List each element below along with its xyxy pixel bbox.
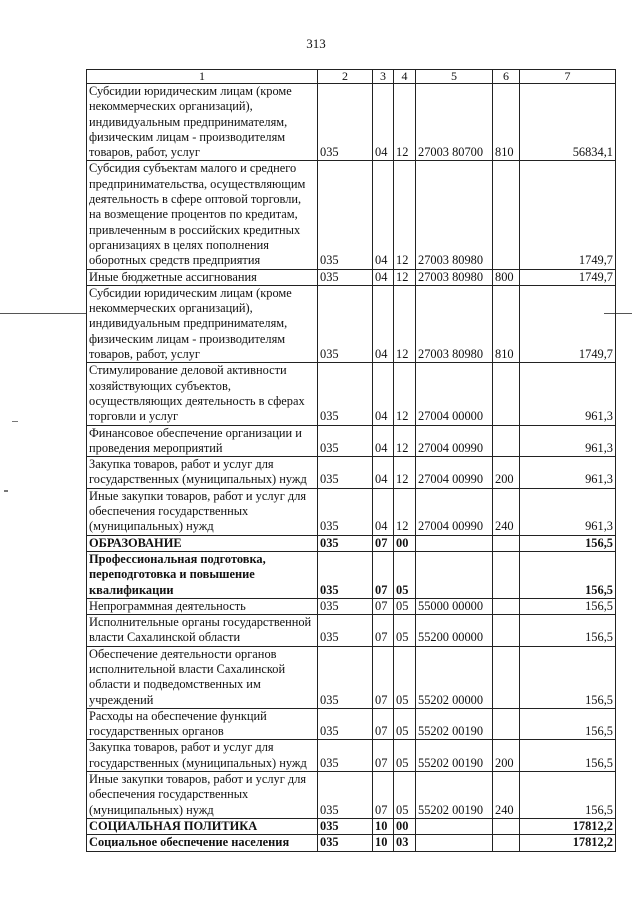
- row-ministry-code: 035: [318, 646, 373, 708]
- row-expense-type: 800: [493, 269, 520, 285]
- row-section-code: 04: [373, 84, 394, 161]
- row-expense-type: 200: [493, 740, 520, 772]
- row-subsection-code: 05: [394, 646, 416, 708]
- row-subsection-code: 05: [394, 772, 416, 819]
- header-col-3: 3: [373, 70, 394, 84]
- row-amount: 156,5: [520, 551, 616, 598]
- row-subsection-code: 12: [394, 161, 416, 269]
- table-row: [87, 269, 616, 285]
- budget-table: [86, 69, 616, 852]
- row-name: Непрограммная деятельность: [87, 598, 318, 614]
- row-ministry-code: 035: [318, 285, 373, 362]
- row-section-code: 04: [373, 457, 394, 489]
- row-ministry-code: 035: [318, 615, 373, 647]
- table-header-row: [87, 70, 616, 84]
- row-subsection-code: 05: [394, 708, 416, 740]
- row-name: Иные бюджетные ассигнования: [87, 269, 318, 285]
- row-section-code: 04: [373, 269, 394, 285]
- row-section-code: 07: [373, 598, 394, 614]
- row-name: Финансовое обеспечение организации и проведения мероприятий: [87, 425, 318, 457]
- row-target-article: 55000 00000: [416, 598, 493, 614]
- row-ministry-code: 035: [318, 269, 373, 285]
- row-subsection-code: 12: [394, 285, 416, 362]
- row-section-code: 07: [373, 615, 394, 647]
- row-name: Иные закупки товаров, работ и услуг для обеспечения государственных (муниципальных) нужд: [87, 488, 318, 535]
- table-row: [87, 708, 616, 740]
- row-subsection-code: 00: [394, 535, 416, 551]
- row-target-article: 27004 00990: [416, 457, 493, 489]
- row-expense-type: [493, 835, 520, 851]
- row-expense-type: [493, 598, 520, 614]
- row-subsection-code: 12: [394, 269, 416, 285]
- header-col-6: 6: [493, 70, 520, 84]
- row-amount: 961,3: [520, 457, 616, 489]
- row-subsection-code: 03: [394, 835, 416, 851]
- row-ministry-code: 035: [318, 772, 373, 819]
- row-section-code: 04: [373, 363, 394, 425]
- row-amount: 156,5: [520, 598, 616, 614]
- row-ministry-code: 035: [318, 835, 373, 851]
- row-amount: 156,5: [520, 708, 616, 740]
- row-section-code: 07: [373, 535, 394, 551]
- row-target-article: [416, 818, 493, 834]
- row-subsection-code: 00: [394, 818, 416, 834]
- row-expense-type: 810: [493, 285, 520, 362]
- row-target-article: 55202 00190: [416, 708, 493, 740]
- row-ministry-code: 035: [318, 84, 373, 161]
- row-subsection-code: 05: [394, 615, 416, 647]
- row-target-article: [416, 535, 493, 551]
- row-target-article: 27003 80980: [416, 269, 493, 285]
- row-subsection-code: 05: [394, 740, 416, 772]
- row-name: Иные закупки товаров, работ и услуг для обеспечения государственных (муниципальных) нужд: [87, 772, 318, 819]
- row-subsection-code: 12: [394, 457, 416, 489]
- row-ministry-code: 035: [318, 535, 373, 551]
- row-section-code: 10: [373, 818, 394, 834]
- row-target-article: 27003 80980: [416, 285, 493, 362]
- row-name: Закупка товаров, работ и услуг для государственных (муниципальных) нужд: [87, 457, 318, 489]
- row-section-code: 04: [373, 285, 394, 362]
- row-amount: 156,5: [520, 615, 616, 647]
- row-expense-type: [493, 551, 520, 598]
- table-row: [87, 457, 616, 489]
- row-target-article: 55200 00000: [416, 615, 493, 647]
- table-row: [87, 615, 616, 647]
- row-amount: 156,5: [520, 772, 616, 819]
- row-name: Субсидии юридическим лицам (кроме некоммерческих организаций), индивидуальным предпринимателям, физическим лицам - производителям товаров, работ, услуг: [87, 84, 318, 161]
- table-row: [87, 835, 616, 851]
- row-amount: 961,3: [520, 488, 616, 535]
- row-name: Исполнительные органы государственной власти Сахалинской области: [87, 615, 318, 647]
- row-target-article: [416, 551, 493, 598]
- row-ministry-code: 035: [318, 488, 373, 535]
- row-target-article: 27004 00990: [416, 488, 493, 535]
- row-amount: 961,3: [520, 363, 616, 425]
- row-name: Закупка товаров, работ и услуг для государственных (муниципальных) нужд: [87, 740, 318, 772]
- row-ministry-code: 035: [318, 161, 373, 269]
- page-number: 313: [306, 36, 326, 51]
- row-section-code: 07: [373, 740, 394, 772]
- row-expense-type: [493, 161, 520, 269]
- row-name: СОЦИАЛЬНАЯ ПОЛИТИКА: [87, 818, 318, 834]
- scan-mark-2: [4, 490, 8, 492]
- row-expense-type: [493, 615, 520, 647]
- row-name: Профессиональная подготовка, переподготовка и повышение квалификации: [87, 551, 318, 598]
- row-expense-type: [493, 708, 520, 740]
- row-amount: 1749,7: [520, 285, 616, 362]
- table-row: [87, 535, 616, 551]
- table-row: [87, 740, 616, 772]
- table-row: [87, 646, 616, 708]
- row-amount: 156,5: [520, 646, 616, 708]
- table-row: [87, 285, 616, 362]
- row-target-article: 55202 00190: [416, 772, 493, 819]
- table-row: [87, 84, 616, 161]
- row-expense-type: [493, 363, 520, 425]
- row-section-code: 07: [373, 646, 394, 708]
- table-row: [87, 488, 616, 535]
- row-expense-type: [493, 818, 520, 834]
- table-row: [87, 425, 616, 457]
- table-row: [87, 551, 616, 598]
- row-ministry-code: 035: [318, 818, 373, 834]
- row-target-article: 27003 80700: [416, 84, 493, 161]
- header-col-7: 7: [520, 70, 616, 84]
- row-section-code: 07: [373, 708, 394, 740]
- table-row: [87, 363, 616, 425]
- scan-margin-line-left: [0, 313, 86, 314]
- header-col-2: 2: [318, 70, 373, 84]
- row-name: Обеспечение деятельности органов исполнительной власти Сахалинской области и подведомственных им учреждений: [87, 646, 318, 708]
- row-name: Расходы на обеспечение функций государственных органов: [87, 708, 318, 740]
- row-name: Стимулирование деловой активности хозяйствующих субъектов, осуществляющих деятельность в сферах торговли и услуг: [87, 363, 318, 425]
- row-section-code: 10: [373, 835, 394, 851]
- row-ministry-code: 035: [318, 457, 373, 489]
- row-section-code: 04: [373, 488, 394, 535]
- row-expense-type: [493, 535, 520, 551]
- row-ministry-code: 035: [318, 363, 373, 425]
- row-section-code: 04: [373, 425, 394, 457]
- table-row: [87, 772, 616, 819]
- row-target-article: 27004 00000: [416, 363, 493, 425]
- row-subsection-code: 12: [394, 363, 416, 425]
- row-target-article: 27004 00990: [416, 425, 493, 457]
- row-amount: 961,3: [520, 425, 616, 457]
- row-amount: 56834,1: [520, 84, 616, 161]
- row-amount: 156,5: [520, 740, 616, 772]
- row-name: Социальное обеспечение населения: [87, 835, 318, 851]
- table-row: [87, 818, 616, 834]
- row-ministry-code: 035: [318, 740, 373, 772]
- scan-mark-1: [12, 421, 18, 422]
- row-subsection-code: 05: [394, 598, 416, 614]
- row-name: Субсидии юридическим лицам (кроме некоммерческих организаций), индивидуальным предпринимателям, физическим лицам - производителям товаров, работ, услуг: [87, 285, 318, 362]
- row-target-article: [416, 835, 493, 851]
- row-amount: 17812,2: [520, 835, 616, 851]
- row-subsection-code: 12: [394, 425, 416, 457]
- row-target-article: 55202 00190: [416, 740, 493, 772]
- row-section-code: 07: [373, 551, 394, 598]
- row-subsection-code: 05: [394, 551, 416, 598]
- row-expense-type: 810: [493, 84, 520, 161]
- row-section-code: 04: [373, 161, 394, 269]
- row-ministry-code: 035: [318, 708, 373, 740]
- row-section-code: 07: [373, 772, 394, 819]
- row-amount: 156,5: [520, 535, 616, 551]
- row-expense-type: 240: [493, 488, 520, 535]
- row-amount: 1749,7: [520, 269, 616, 285]
- row-amount: 1749,7: [520, 161, 616, 269]
- row-ministry-code: 035: [318, 551, 373, 598]
- table-row: [87, 598, 616, 614]
- row-amount: 17812,2: [520, 818, 616, 834]
- row-target-article: 27003 80980: [416, 161, 493, 269]
- row-expense-type: 200: [493, 457, 520, 489]
- row-ministry-code: 035: [318, 425, 373, 457]
- header-col-5: 5: [416, 70, 493, 84]
- row-expense-type: [493, 646, 520, 708]
- header-col-1: 1: [87, 70, 318, 84]
- row-subsection-code: 12: [394, 488, 416, 535]
- table-row: [87, 161, 616, 269]
- header-col-4: 4: [394, 70, 416, 84]
- row-name: Субсидия субъектам малого и среднего предпринимательства, осуществляющим деятельность в сфере оптовой торговли, на возмещение процентов по кредитам, привлеченным в российских кредитных организациях в целях пополнения оборотных средств предприятия: [87, 161, 318, 269]
- row-name: ОБРАЗОВАНИЕ: [87, 535, 318, 551]
- row-ministry-code: 035: [318, 598, 373, 614]
- row-expense-type: 240: [493, 772, 520, 819]
- row-expense-type: [493, 425, 520, 457]
- row-target-article: 55202 00000: [416, 646, 493, 708]
- row-subsection-code: 12: [394, 84, 416, 161]
